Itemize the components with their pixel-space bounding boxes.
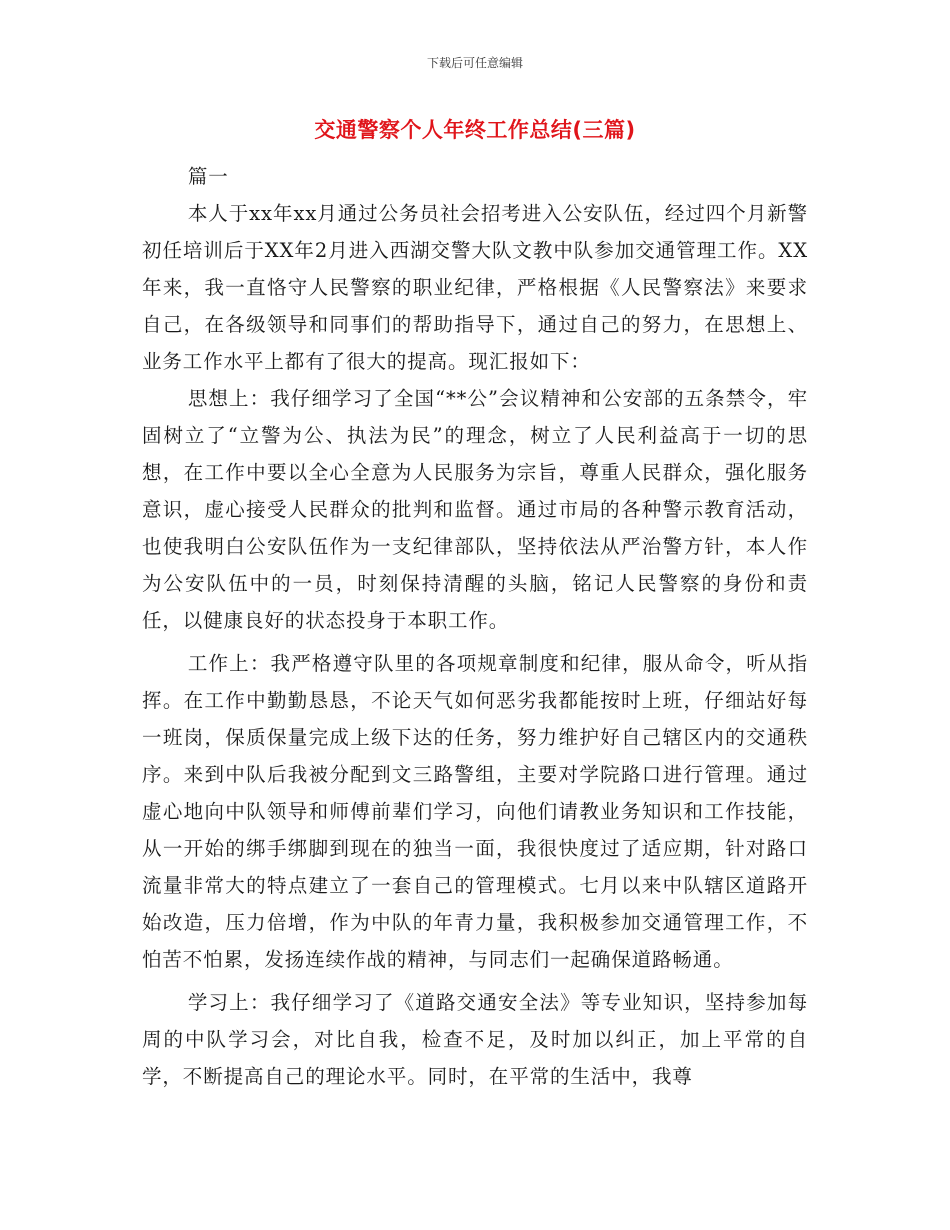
paragraph-work: 工作上：我严格遵守队里的各项规章制度和纪律，服从命令，听从指挥。在工作中勤勤恳恳，不论天气如何恶劣我都能按时上班，仔细站好每一班岗，保质保量完成上级下达的任务，努力维护好自己辖区内的交通秩序。来到中队后我被分配到文三路警组，主要对学院路口进行管理。通过虚心地向中队领导和师傅前辈们学习，向他们请教业务知识和工作技能，从一开始的绑手绑脚到现在的独当一面，我很快度过了适应期，针对路口流量非常大的特点建立了一套自己的管理模式。七月以来中队辖区道路开始改造，压力倍增，作为中队的年青力量，我积极参加交通管理工作，不怕苦不怕累，发扬连续作战的精神，与同志们一起确保道路畅通。	[142, 652, 808, 971]
header-note: 下载后可任意编辑	[426, 56, 523, 70]
paragraph-thought: 思想上：我仔细学习了全国“**公”会议精神和公安部的五条禁令，牢固树立了“立警为公、执法为民”的理念，树立了人民利益高于一切的思想，在工作中要以全心全意为人民服务为宗旨，尊重人民群众，强化服务意识，虚心接受人民群众的批判和监督。通过市局的各种警示教育活动，也使我明白公安队伍作为一支纪律部队，坚持依法从严治警方针，本人作为公安队伍中的一员，时刻保持清醒的头脑，铭记人民警察的身份和责任，以健康良好的状态投身于本职工作。	[142, 387, 808, 632]
document-title: 交通警察个人年终工作总结(三篇)	[314, 118, 636, 142]
section-label: 篇一	[187, 165, 229, 188]
document-body	[142, 158, 808, 1095]
paragraph-study: 学习上：我仔细学习了《道路交通安全法》等专业知识，坚持参加每周的中队学习会，对比自我，检查不足，及时加以纠正，加上平常的自学，不断提高自己的理论水平。同时，在平常的生活中，我尊	[142, 991, 808, 1088]
paragraph-intro: 本人于xx年xx月通过公务员社会招考进入公安队伍，经过四个月新警初任培训后于XX年2月进入西湖交警大队文教中队参加交通管理工作。XX年来，我一直恪守人民警察的职业纪律，严格根据《人民警察法》来要求自己，在各级领导和同事们的帮助指导下，通过自己的努力，在思想上、业务工作水平上都有了很大的提高。现汇报如下：	[142, 202, 808, 373]
